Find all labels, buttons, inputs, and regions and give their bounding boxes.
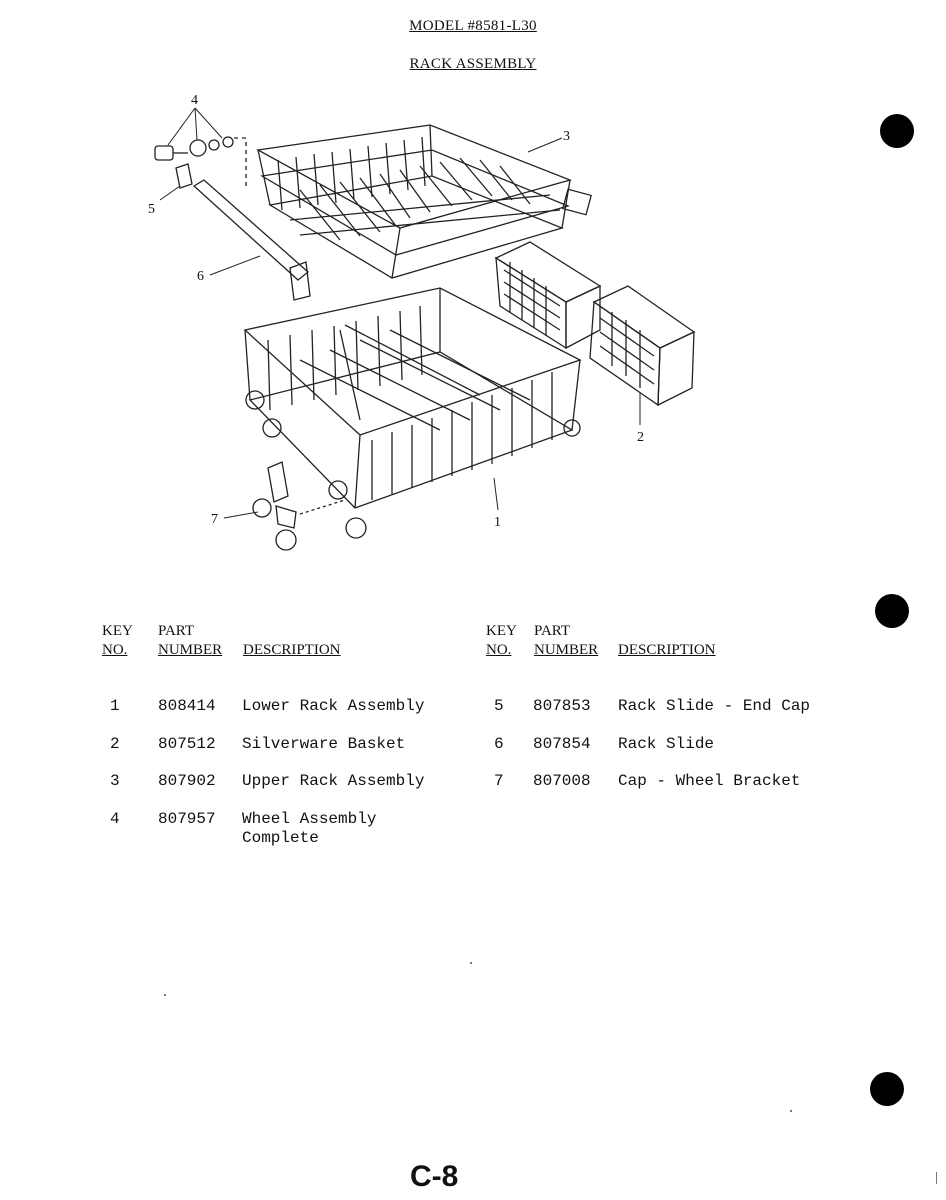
left-part-header-line2: NUMBER <box>158 642 223 658</box>
section-title: RACK ASSEMBLY <box>409 56 537 72</box>
row-key: 2 <box>110 735 120 753</box>
left-part-header-line1: PART <box>158 623 195 639</box>
row-description-continued: Complete <box>242 829 319 847</box>
page-number: C-8 <box>410 1160 459 1193</box>
callout-7: 7 <box>211 512 218 527</box>
model-title: MODEL #8581-L30 <box>409 18 537 34</box>
callout-4: 4 <box>191 93 198 108</box>
row-part-number: 807854 <box>533 735 591 753</box>
callout-2: 2 <box>637 430 644 445</box>
right-part-header-line2: NUMBER <box>534 642 599 658</box>
row-part-number: 807957 <box>158 810 216 828</box>
callout-5: 5 <box>148 202 155 217</box>
row-part-number: 807512 <box>158 735 216 753</box>
scan-speck <box>790 1110 792 1112</box>
silverware-basket <box>496 242 694 405</box>
callout-1: 1 <box>494 515 501 530</box>
row-description: Rack Slide - End Cap <box>618 697 811 715</box>
scan-speck <box>164 994 166 996</box>
row-description: Upper Rack Assembly <box>242 772 425 790</box>
row-key: 7 <box>494 772 504 790</box>
row-key: 4 <box>110 810 120 828</box>
row-part-number: 807008 <box>533 772 591 790</box>
row-description: Rack Slide <box>618 735 715 753</box>
row-description: Silverware Basket <box>242 735 406 753</box>
right-part-header-line1: PART <box>534 623 571 639</box>
right-key-header-line2: NO. <box>486 642 512 658</box>
callout-6: 6 <box>197 269 204 284</box>
scan-speck <box>936 1172 937 1184</box>
row-part-number: 808414 <box>158 697 216 715</box>
row-key: 5 <box>494 697 504 715</box>
left-desc-header: DESCRIPTION <box>243 642 341 658</box>
right-desc-header: DESCRIPTION <box>618 642 716 658</box>
row-description: Wheel Assembly <box>242 810 377 828</box>
callout-3: 3 <box>563 129 570 144</box>
right-part-header <box>534 622 598 660</box>
row-description: Lower Rack Assembly <box>242 697 425 715</box>
left-key-header-line2: NO. <box>102 642 128 658</box>
left-key-header-line1: KEY <box>102 623 133 639</box>
row-key: 6 <box>494 735 504 753</box>
row-description: Cap - Wheel Bracket <box>618 772 801 790</box>
wheel-bracket-parts <box>253 462 345 550</box>
left-part-header <box>158 622 222 660</box>
binder-hole-bottom <box>870 1072 904 1106</box>
row-part-number: 807902 <box>158 772 216 790</box>
row-key: 1 <box>110 697 120 715</box>
upper-rack <box>258 125 591 278</box>
right-key-header <box>486 622 517 660</box>
left-key-header <box>102 622 133 660</box>
row-key: 3 <box>110 772 120 790</box>
scan-speck <box>470 962 472 964</box>
row-part-number: 807853 <box>533 697 591 715</box>
right-key-header-line1: KEY <box>486 623 517 639</box>
